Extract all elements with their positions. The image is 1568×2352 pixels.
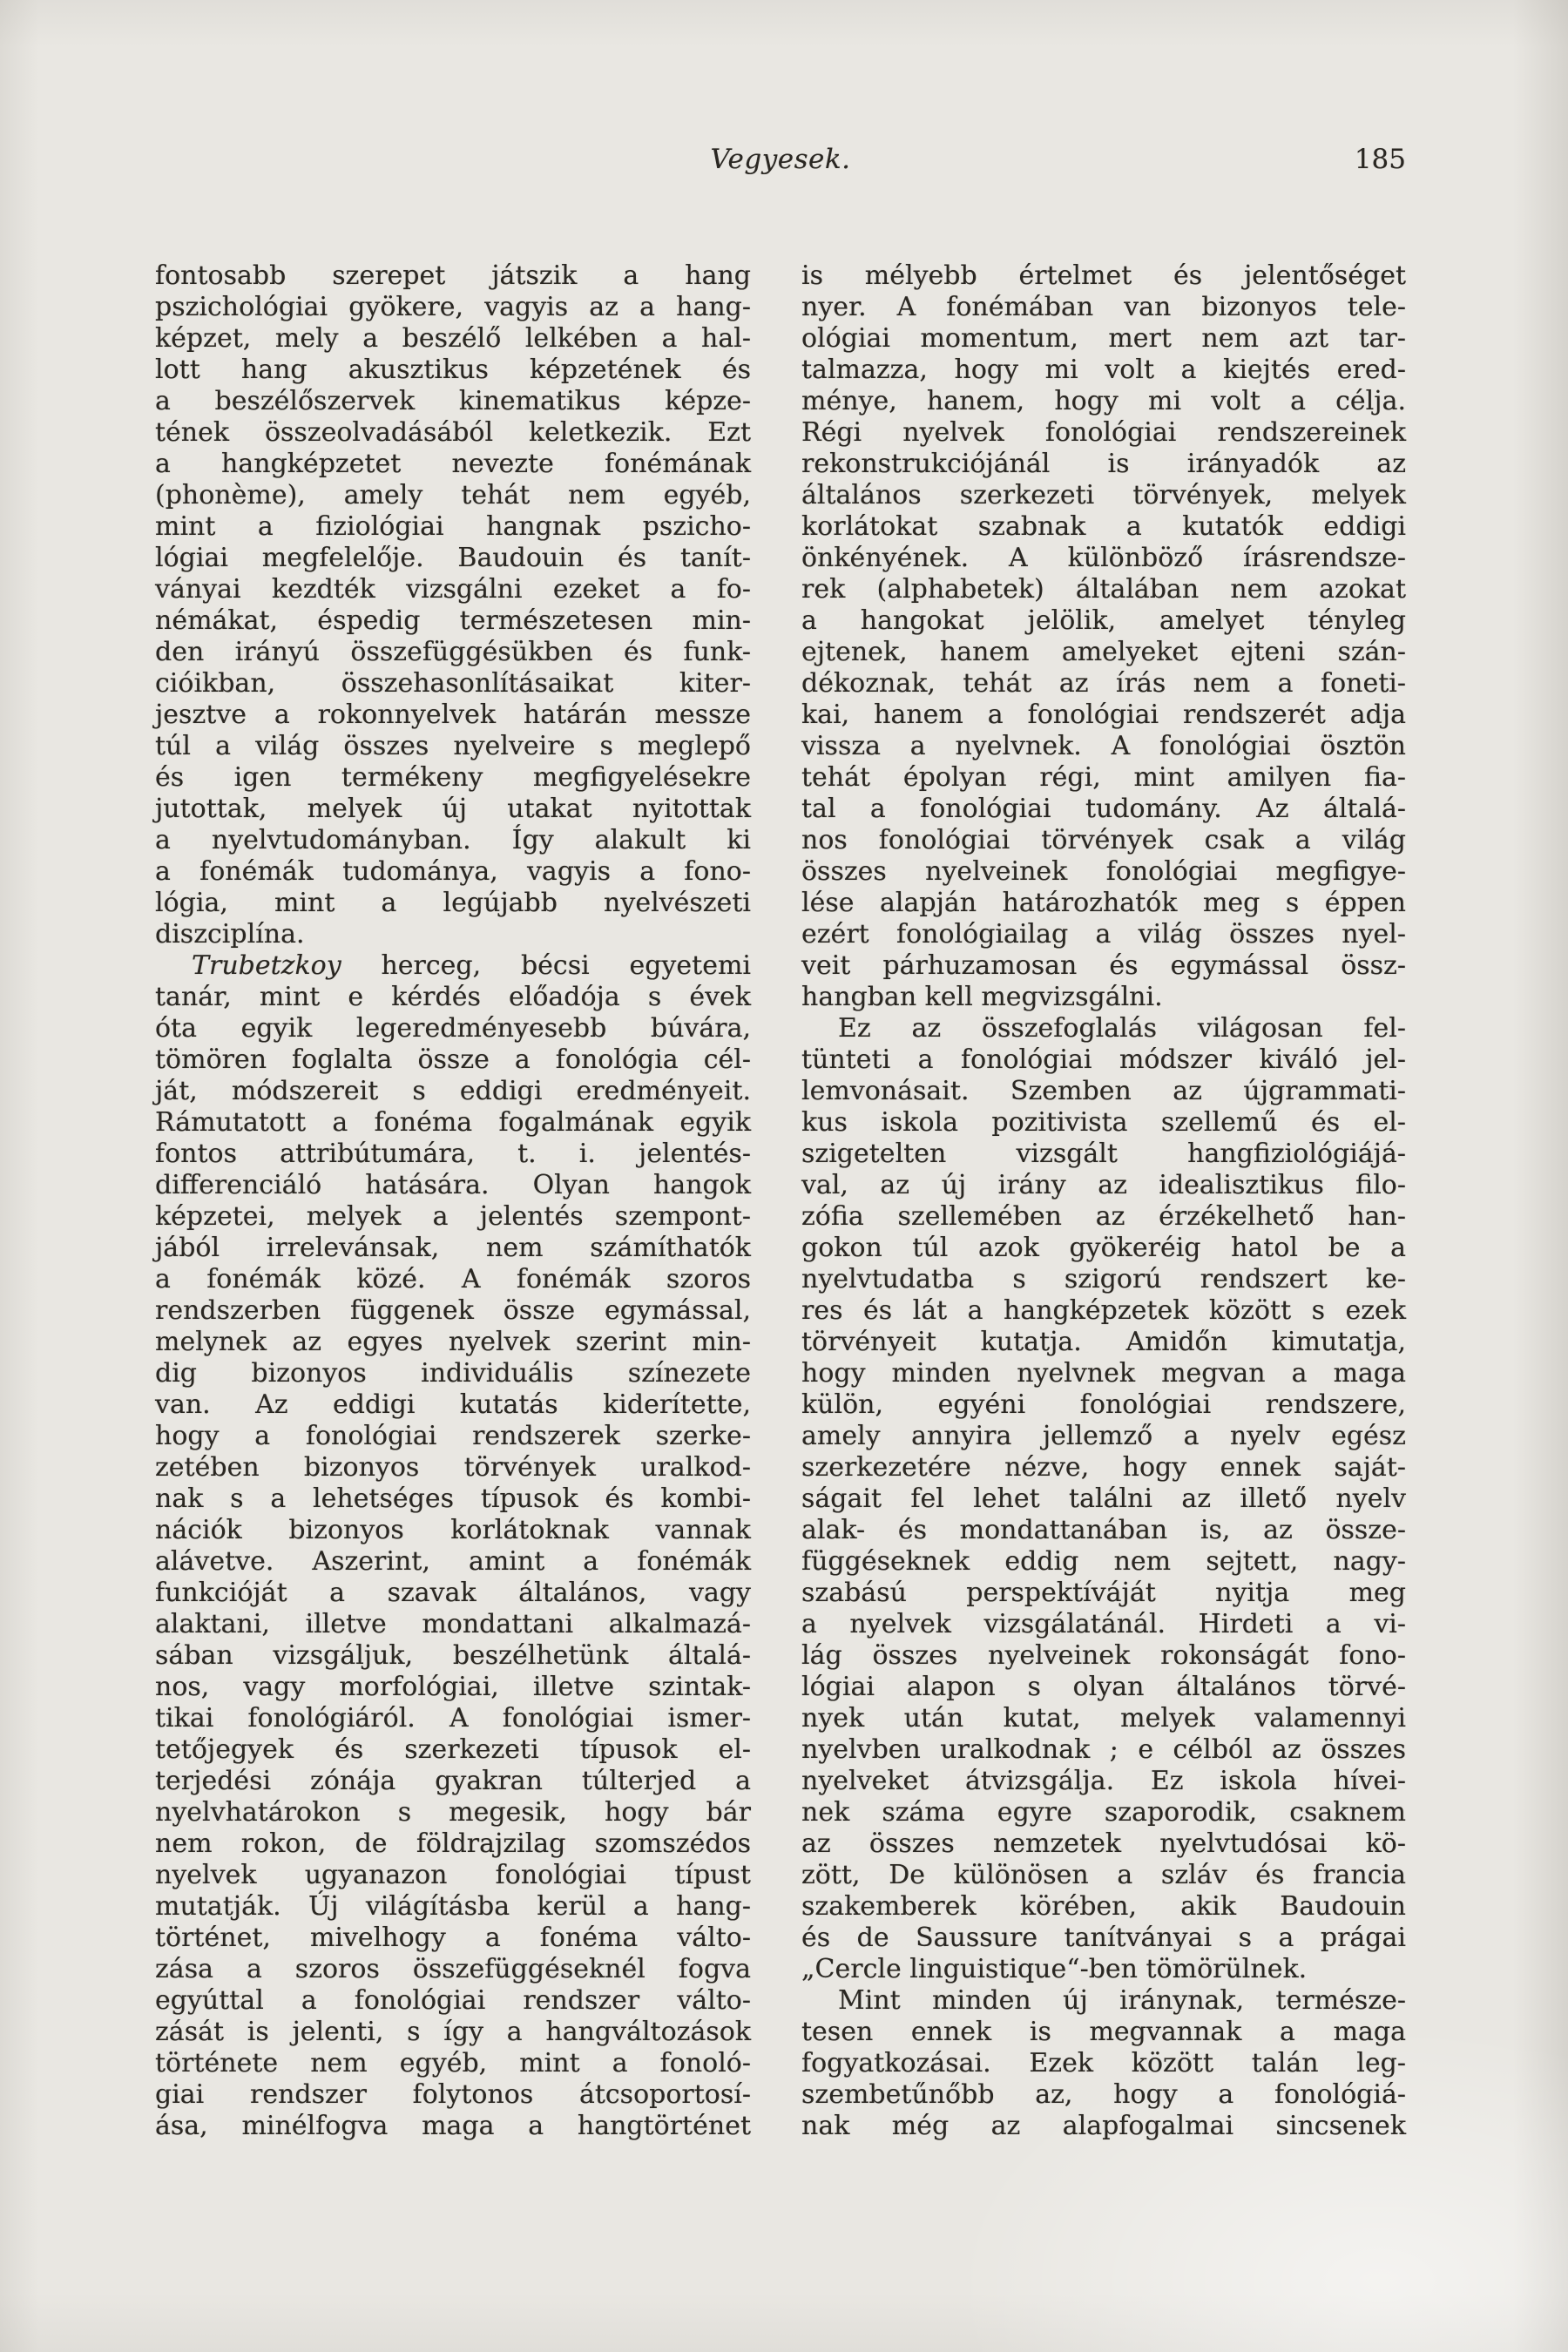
text-line: veit párhuzamosan és egymással össz- — [801, 950, 1406, 981]
text-line: is mélyebb értelmet és jelentőséget — [801, 260, 1406, 291]
text-line: jutottak, melyek új utakat nyitottak — [155, 794, 751, 824]
text-line: alaktani, illetve mondattani alkalmazá- — [155, 1609, 751, 1639]
text-line: egyúttal a fonológiai rendszer válto- — [155, 1985, 751, 2016]
text-line: külön, egyéni fonológiai rendszere, — [801, 1389, 1406, 1420]
text-line: jesztve a rokonnyelvek határán messze — [155, 700, 751, 730]
text-line: tének összeolvadásából keletkezik. Ezt — [155, 417, 751, 448]
running-head-title: Vegyesek. — [710, 144, 851, 175]
text-line: zását is jelenti, s így a hangváltozások — [155, 2017, 751, 2047]
text-line: „Cercle linguistique“-ben tömörülnek. — [801, 1954, 1308, 1984]
text-line: szembetűnőbb az, hogy a fonológiá- — [801, 2079, 1406, 2110]
text-line: összes nyelveinek fonológiai megfigye- — [801, 856, 1406, 887]
text-line: jából irrelevánsak, nem számíthatók — [155, 1233, 751, 1263]
text-column-right — [801, 260, 1406, 2142]
text-line: szerkezetére nézve, hogy ennek saját- — [801, 1452, 1406, 1483]
text-line: dig bizonyos individuális színezete — [155, 1358, 751, 1389]
text-line: szigetelten vizsgált hangfiziológiájá- — [801, 1139, 1406, 1169]
text-line: a nyelvek vizsgálatánál. Hirdeti a vi- — [801, 1609, 1406, 1639]
text-line: fogyatkozásai. Ezek között talán leg- — [801, 2048, 1406, 2078]
text-line: mutatják. Új világításba kerül a hang- — [155, 1891, 751, 1922]
text-line: ejtenek, hanem amelyeket ejteni szán- — [801, 637, 1406, 667]
text-line: lógiai alapon s olyan általános törvé- — [801, 1672, 1406, 1702]
text-line: Trubetzkoy herceg, bécsi egyetemi — [192, 950, 751, 981]
text-line: terjedési zónája gyakran túlterjed a — [155, 1766, 751, 1796]
text-line: tetőjegyek és szerkezeti típusok el- — [155, 1734, 751, 1765]
text-line: nyelvben uralkodnak ; e célból az összes — [801, 1734, 1406, 1765]
text-line: képzetei, melyek a jelentés szempont- — [155, 1201, 751, 1232]
text-line: nek száma egyre szaporodik, csaknem — [801, 1797, 1406, 1828]
text-line: rek (alphabetek) általában nem azokat — [801, 574, 1406, 605]
text-line: differenciáló hatására. Olyan hangok — [155, 1170, 751, 1200]
text-line: (phonème), amely tehát nem egyéb, — [155, 480, 751, 510]
text-line: általános szerkezeti törvények, melyek — [801, 480, 1406, 510]
text-column-left — [155, 260, 751, 2142]
text-line: lág összes nyelveinek rokonságát fono- — [801, 1640, 1406, 1671]
text-line: cióikban, összehasonlításaikat kiter- — [155, 668, 751, 699]
text-line: nyek után kutat, melyek valamennyi — [801, 1703, 1406, 1734]
page-number: 185 — [1354, 144, 1406, 175]
text-line: den irányú összefüggésükben és funk- — [155, 637, 751, 667]
text-line: nyelvhatárokon s megesik, hogy bár — [155, 1797, 751, 1828]
text-line: zött, De különösen a szláv és francia — [801, 1860, 1406, 1890]
text-line: a hangképzetet nevezte fonémának — [155, 449, 751, 479]
text-line: alak- és mondattanában is, az össze- — [801, 1515, 1406, 1545]
text-line: tal a fonológiai tudomány. Az általá- — [801, 794, 1406, 824]
text-line: nyelveket átvizsgálja. Ez iskola hívei- — [801, 1766, 1406, 1796]
text-line: amely annyira jellemző a nyelv egész — [801, 1421, 1406, 1451]
text-line: hangban kell megvizsgálni. — [801, 982, 1163, 1012]
text-line: a fonémák tudománya, vagyis a fono- — [155, 856, 751, 887]
text-line: nak még az alapfogalmai sincsenek — [801, 2111, 1406, 2141]
text-line: ságait fel lehet találni az illető nyelv — [801, 1484, 1406, 1514]
text-line: tünteti a fonológiai módszer kiváló jel- — [801, 1044, 1406, 1075]
text-line: a nyelvtudományban. Így alakult ki — [155, 825, 751, 855]
text-line: sában vizsgáljuk, beszélhetünk általá- — [155, 1640, 751, 1671]
text-line: rekonstrukciójánál is irányadók az — [801, 449, 1406, 479]
text-line: lott hang akusztikus képzetének és — [155, 355, 751, 385]
text-line: óta egyik legeredményesebb búvára, — [155, 1013, 751, 1044]
text-line: nyelvek ugyanazon fonológiai típust — [155, 1860, 751, 1890]
text-line: funkcióját a szavak általános, vagy — [155, 1578, 751, 1608]
text-line: zófia szellemében az érzékelhető han- — [801, 1201, 1406, 1232]
text-line: vissza a nyelvnek. A fonológiai ösztön — [801, 731, 1406, 761]
text-line: tesen ennek is megvannak a maga — [801, 2017, 1406, 2047]
text-line: túl a világ összes nyelveire s meglepő — [155, 731, 751, 761]
text-line: az összes nemzetek nyelvtudósai kö- — [801, 1828, 1406, 1859]
text-line: és igen termékeny megfigyelésekre — [155, 762, 751, 793]
text-line: nyelvtudatba s szigorú rendszert ke- — [801, 1264, 1406, 1294]
text-line: val, az új irány az idealisztikus filo- — [801, 1170, 1406, 1200]
running-head — [155, 141, 1406, 178]
text-line: lése alapján határozhatók meg s éppen — [801, 888, 1406, 918]
text-line: szabású perspektíváját nyitja meg — [801, 1578, 1406, 1608]
text-line: tehát épolyan régi, mint amilyen fia- — [801, 762, 1406, 793]
text-line: ját, módszereit s eddigi eredményeit. — [155, 1076, 751, 1106]
text-line: szakemberek körében, akik Baudouin — [801, 1891, 1406, 1922]
text-line: fontos attribútumára, t. i. jelentés- — [155, 1139, 751, 1169]
text-line: tanár, mint e kérdés előadója s évek — [155, 982, 751, 1012]
text-line: hogy minden nyelvnek megvan a maga — [801, 1358, 1406, 1389]
text-line: némákat, éspedig természetesen min- — [155, 605, 751, 636]
text-line: a fonémák közé. A fonémák szoros — [155, 1264, 751, 1294]
text-line: diszciplína. — [155, 919, 305, 950]
text-line: talmazza, hogy mi volt a kiejtés ered- — [801, 355, 1406, 385]
text-line: korlátokat szabnak a kutatók eddigi — [801, 511, 1406, 542]
text-line: lógia, mint a legújabb nyelvészeti — [155, 888, 751, 918]
text-line: ása, minélfogva maga a hangtörténet — [155, 2111, 751, 2141]
text-line: melynek az egyes nyelvek szerint min- — [155, 1327, 751, 1357]
text-line: Ez az összefoglalás világosan fel- — [838, 1013, 1406, 1044]
text-line: nem rokon, de földrajzilag szomszédos — [155, 1828, 751, 1859]
text-line: nos, vagy morfológiai, illetve szintak- — [155, 1672, 751, 1702]
text-line: Régi nyelvek fonológiai rendszereinek — [801, 417, 1406, 448]
text-line: a hangokat jelölik, amelyet tényleg — [801, 605, 1406, 636]
text-line: képzet, mely a beszélő lelkében a hal- — [155, 323, 751, 354]
text-line: ványai kezdték vizsgálni ezeket a fo- — [155, 574, 751, 605]
text-line: ménye, hanem, hogy mi volt a célja. — [801, 386, 1406, 416]
text-line: ezért fonológiailag a világ összes nyel- — [801, 919, 1406, 950]
text-line: hogy a fonológiai rendszerek szerke- — [155, 1421, 751, 1451]
text-line: függéseknek eddig nem sejtett, nagy- — [801, 1546, 1406, 1577]
text-line: zetében bizonyos törvények uralkod- — [155, 1452, 751, 1483]
text-line: nos fonológiai törvények csak a világ — [801, 825, 1406, 855]
text-line: res és lát a hangképzetek között s ezek — [801, 1295, 1406, 1326]
text-line: gokon túl azok gyökeréig hatol be a — [801, 1233, 1406, 1263]
text-line: mint a fiziológiai hangnak pszicho- — [155, 511, 751, 542]
text-line: Mint minden új iránynak, természe- — [838, 1985, 1406, 2016]
italicized-proper-name: Trubetzkoy — [192, 950, 341, 981]
text-line: tömören foglalta össze a fonológia cél- — [155, 1044, 751, 1075]
text-line: rendszerben függenek össze egymással, — [155, 1295, 751, 1326]
text-line: a beszélőszervek kinematikus képze- — [155, 386, 751, 416]
text-line: ológiai momentum, mert nem azt tar- — [801, 323, 1406, 354]
text-line: van. Az eddigi kutatás kiderítette, — [155, 1389, 751, 1420]
text-line: története nem egyéb, mint a fonoló- — [155, 2048, 751, 2078]
text-line: lemvonásait. Szemben az újgrammati- — [801, 1076, 1406, 1106]
text-line: lógiai megfelelője. Baudouin és tanít- — [155, 543, 751, 573]
text-line: önkényének. A különböző írásrendsze- — [801, 543, 1406, 573]
text-line: fontosabb szerepet játszik a hang — [155, 260, 751, 291]
text-line: és de Saussure tanítványai s a prágai — [801, 1923, 1406, 1953]
text-line: alávetve. Aszerint, amint a fonémák — [155, 1546, 751, 1577]
text-line: történet, mivelhogy a fonéma válto- — [155, 1923, 751, 1953]
text-line: nak s a lehetséges típusok és kombi- — [155, 1484, 751, 1514]
text-line: giai rendszer folytonos átcsoportosí- — [155, 2079, 751, 2110]
text-line: kai, hanem a fonológiai rendszerét adja — [801, 700, 1406, 730]
text-line: törvényeit kutatja. Amidőn kimutatja, — [801, 1327, 1406, 1357]
text-line: tikai fonológiáról. A fonológiai ismer- — [155, 1703, 751, 1734]
text-line: dékoznak, tehát az írás nem a foneti- — [801, 668, 1406, 699]
text-line: nyer. A fonémában van bizonyos tele- — [801, 292, 1406, 322]
text-line: nációk bizonyos korlátoknak vannak — [155, 1515, 751, 1545]
text-line: pszichológiai gyökere, vagyis az a hang- — [155, 292, 751, 322]
text-line: Rámutatott a fonéma fogalmának egyik — [155, 1107, 751, 1138]
text-line: kus iskola pozitivista szellemű és el- — [801, 1107, 1406, 1138]
text-line: zása a szoros összefüggéseknél fogva — [155, 1954, 751, 1984]
